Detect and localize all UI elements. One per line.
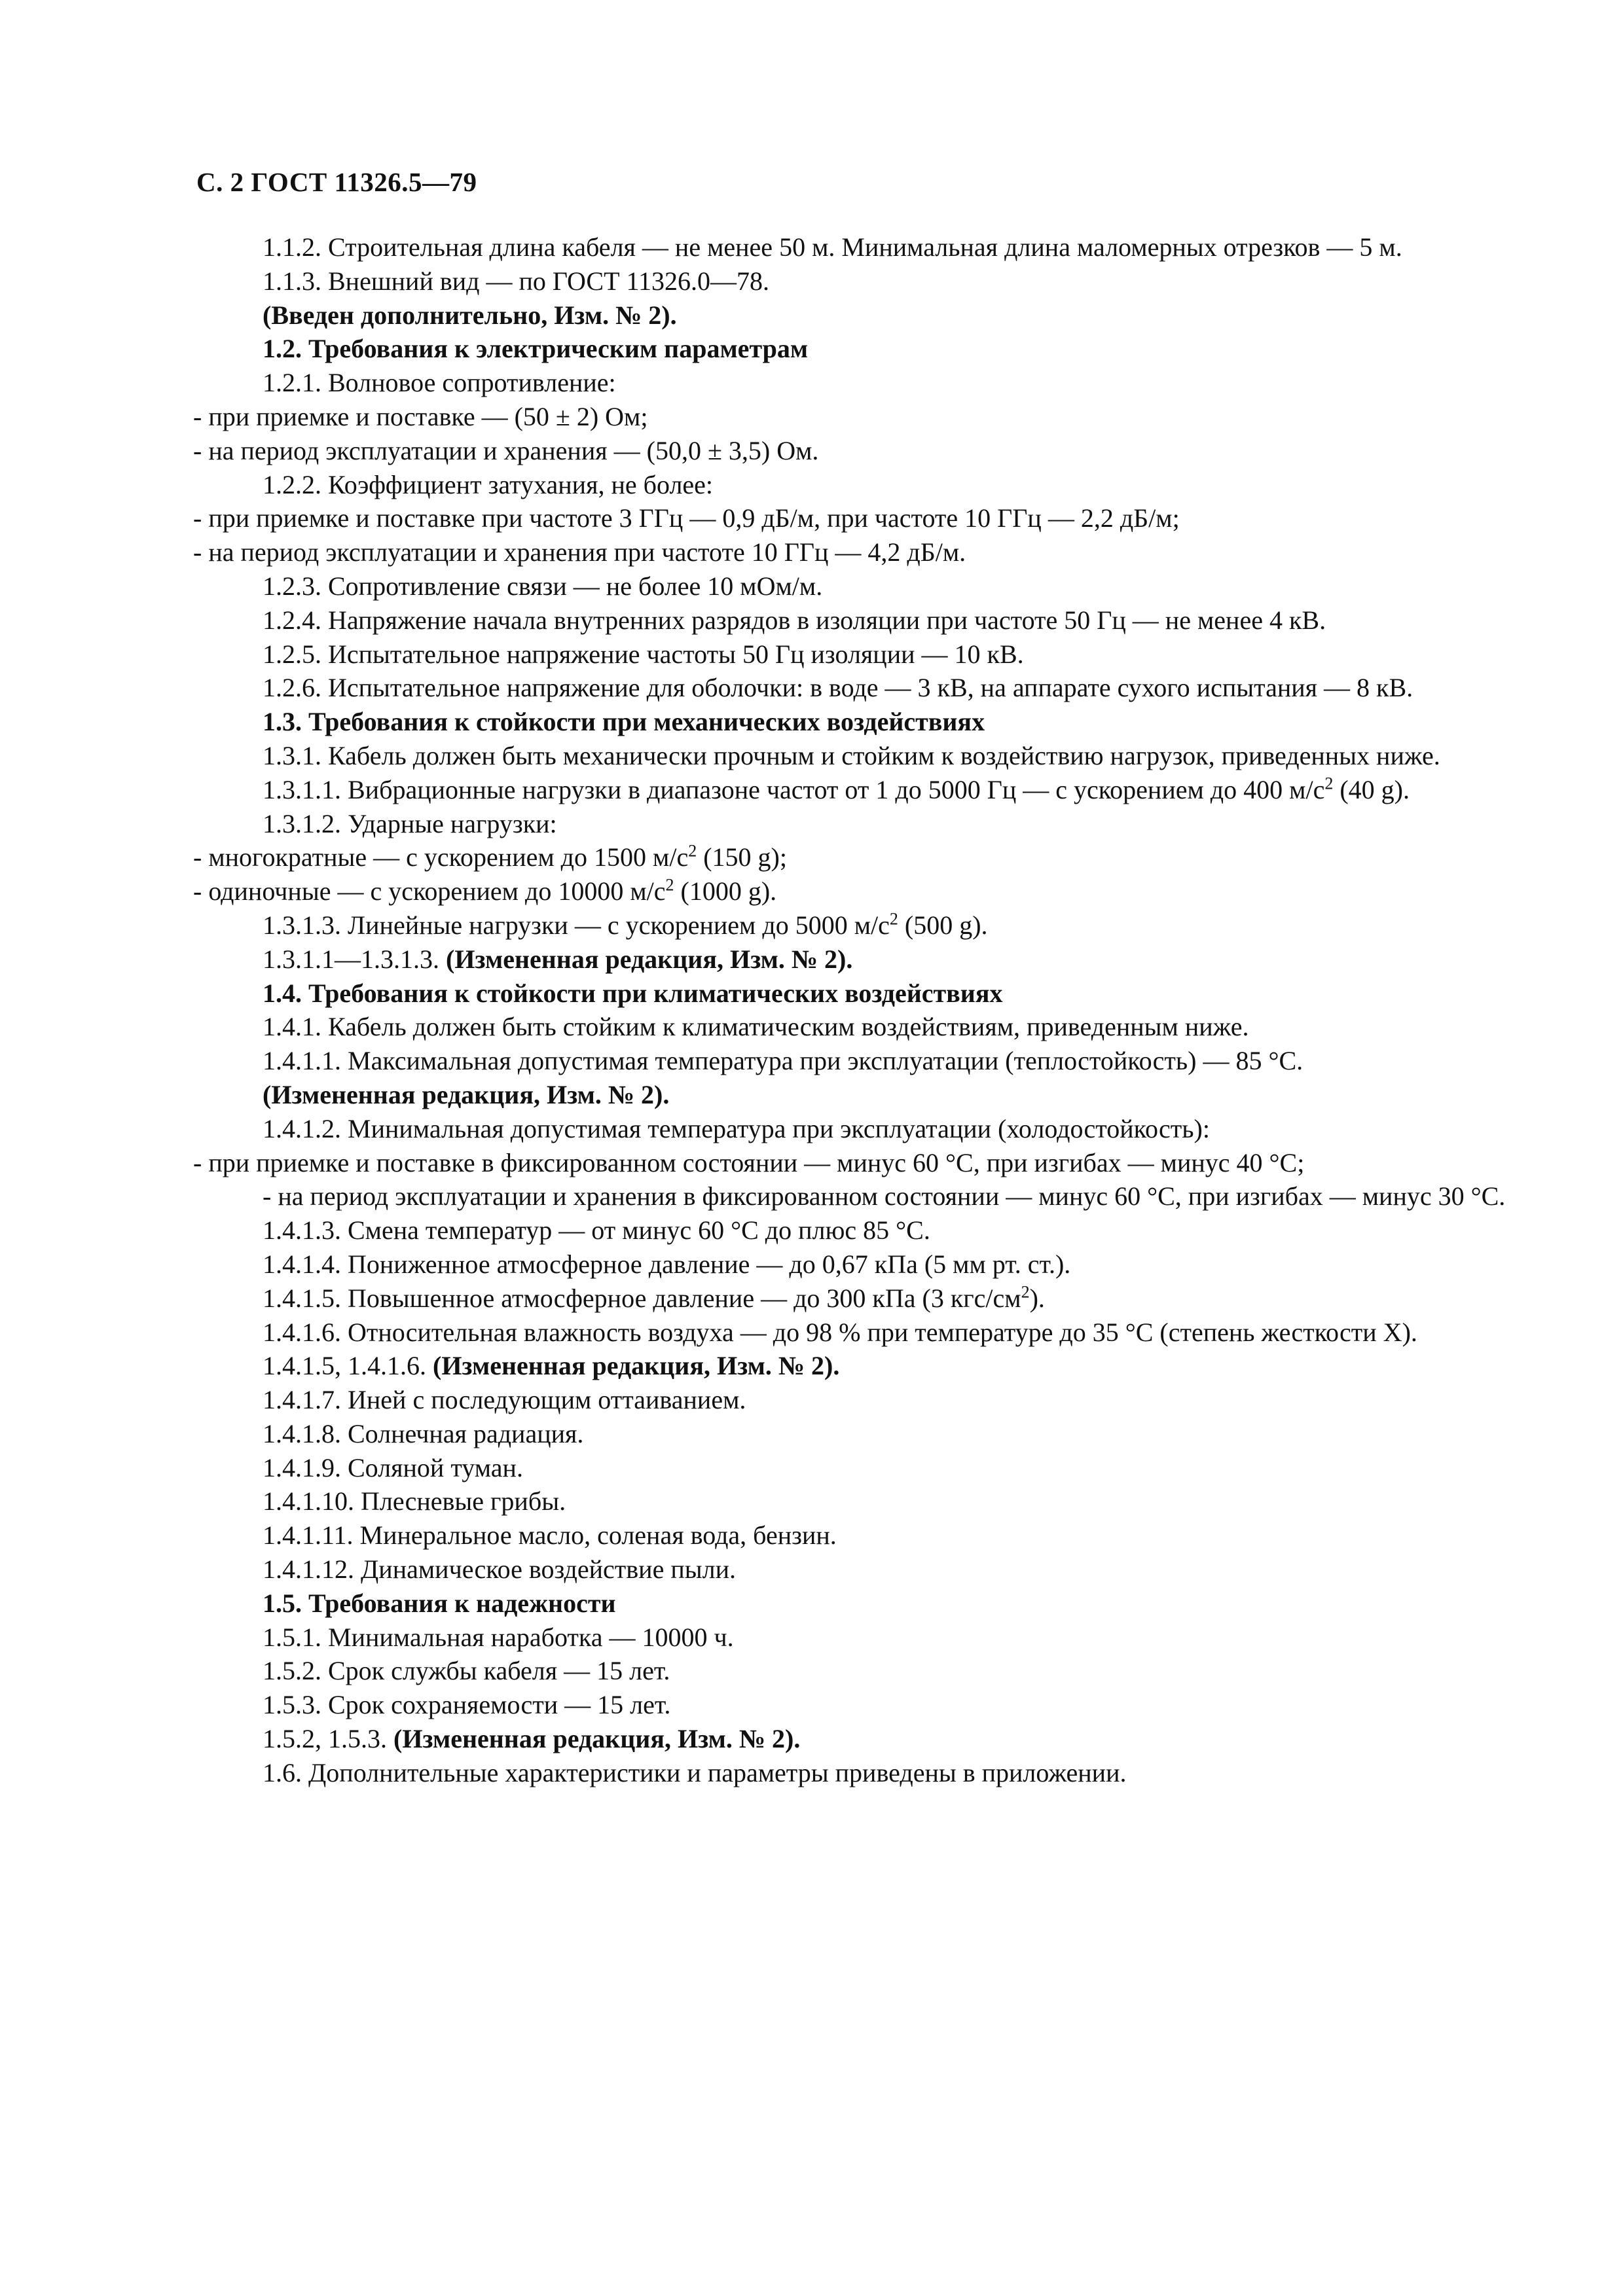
text-run: 1.5.2, 1.5.3. xyxy=(263,1724,393,1754)
list-item: - при приемке и поставке при частоте 3 ГГц — 0,9 дБ/м, при частоте 10 ГГц — 2,2 дБ/м; xyxy=(193,503,1180,533)
superscript: 2 xyxy=(1324,774,1334,793)
paragraph-1-2-4: 1.2.4. Напряжение начала внутренних разрядов в изоляции при частоте 50 Гц — не менее 4 кВ. xyxy=(263,605,1326,635)
text-run: (500 g). xyxy=(898,910,988,940)
paragraph-1-4-1-5-6-ref xyxy=(193,1349,1532,1383)
paragraph-1-5-3: 1.5.3. Срок сохраняемости — 15 лет. xyxy=(263,1690,671,1720)
superscript: 2 xyxy=(665,875,674,895)
superscript: 2 xyxy=(688,842,697,861)
text-run: 1.4.1.5, 1.4.1.6. xyxy=(263,1351,433,1381)
amendment-note: (Измененная редакция, Изм. № 2). xyxy=(446,944,853,974)
paragraph-1-2-1: 1.2.1. Волновое сопротивление: xyxy=(263,368,616,398)
paragraph-1-4-1-7: 1.4.1.7. Иней с последующим оттаиванием. xyxy=(263,1385,746,1415)
list-item: - при приемке и поставке в фиксированном состоянии — минус 60 °С, при изгибах — минус 40 °С; xyxy=(193,1147,1305,1177)
section-heading-1-5: 1.5. Требования к надежности xyxy=(263,1588,616,1618)
paragraph-1-5-2: 1.5.2. Срок службы кабеля — 15 лет. xyxy=(263,1656,670,1686)
paragraph-1-3-1: 1.3.1. Кабель должен быть механически прочным и стойким к воздействию нагрузок, приведенных ниже. xyxy=(263,740,1440,770)
section-heading-1-3: 1.3. Требования к стойкости при механических воздействиях xyxy=(263,707,985,737)
paragraph-1-4-1-10: 1.4.1.10. Плесневые грибы. xyxy=(263,1486,566,1516)
amendment-note: (Измененная редакция, Изм. № 2). xyxy=(393,1724,801,1754)
amendment-note: (Измененная редакция, Изм. № 2). xyxy=(263,1079,670,1109)
paragraph-1-5-1: 1.5.1. Минимальная наработка — 10000 ч. xyxy=(263,1622,734,1652)
text-run: (1000 g). xyxy=(674,876,777,906)
text-run: (150 g); xyxy=(697,842,787,872)
paragraph-1-4-1-9: 1.4.1.9. Соляной туман. xyxy=(263,1452,523,1482)
paragraph-1-3-1-2: 1.3.1.2. Ударные нагрузки: xyxy=(263,808,557,838)
paragraph-1-4-1-11: 1.4.1.11. Минеральное масло, соленая вода, бензин. xyxy=(263,1520,837,1551)
paragraph-1-4-1-3: 1.4.1.3. Смена температур — от минус 60 °С до плюс 85 °С. xyxy=(263,1215,930,1246)
text-run: 1.4.1.5. Повышенное атмосферное давление — до 300 кПа (3 кгс/см xyxy=(263,1283,1021,1313)
paragraph-1-2-6: 1.2.6. Испытательное напряжение для оболочки: в воде — 3 кВ, на аппарате сухого испытания — 8 кВ. xyxy=(263,673,1413,703)
list-item: - на период эксплуатации и хранения при частоте 10 ГГц — 4,2 дБ/м. xyxy=(193,537,966,567)
paragraph-1-3-1-3 xyxy=(193,908,1532,942)
text-run: 1.3.1.1. Вибрационные нагрузки в диапазоне частот от 1 до 5000 Гц — с ускорением до 400 м/с xyxy=(263,774,1325,804)
list-item: - на период эксплуатации и хранения — (50,0 ± 3,5) Ом. xyxy=(193,435,819,465)
text-run: - многократные — с ускорением до 1500 м/с xyxy=(193,842,689,872)
list-item: - на период эксплуатации и хранения в фиксированном состоянии — минус 60 °С, при изгибах — минус 30 °С. xyxy=(263,1181,1506,1211)
text-run: ). xyxy=(1029,1283,1045,1313)
paragraph-1-4-1-1: 1.4.1.1. Максимальная допустимая температура при эксплуатации (теплостойкость) — 85 °С. xyxy=(263,1046,1304,1076)
document-body xyxy=(193,230,1532,1790)
paragraph-1-6: 1.6. Дополнительные характеристики и параметры приведены в приложении. xyxy=(263,1757,1127,1787)
paragraph-1-1-3: 1.1.3. Внешний вид — по ГОСТ 11326.0—78. xyxy=(263,266,770,296)
paragraph-1-4-1-8: 1.4.1.8. Солнечная радиация. xyxy=(263,1418,584,1448)
paragraph-1-2-3: 1.2.3. Сопротивление связи — не более 10 мОм/м. xyxy=(263,571,823,601)
paragraph-1-4-1: 1.4.1. Кабель должен быть стойким к климатическим воздействиям, приведенным ниже. xyxy=(263,1012,1249,1042)
paragraph-1-2-2: 1.2.2. Коэффициент затухания, не более: xyxy=(263,469,714,499)
paragraph-1-4-1-5 xyxy=(193,1282,1532,1316)
paragraph-1-3-1-range xyxy=(193,942,1532,977)
amendment-note: (Измененная редакция, Изм. № 2). xyxy=(433,1351,840,1381)
page-header: С. 2 ГОСТ 11326.5—79 xyxy=(196,167,477,197)
amendment-note: (Введен дополнительно, Изм. № 2). xyxy=(263,300,677,330)
superscript: 2 xyxy=(889,909,898,929)
paragraph-1-5-2-3-ref xyxy=(193,1722,1532,1756)
text-run: (40 g). xyxy=(1333,774,1410,804)
paragraph-1-3-1-1 xyxy=(193,773,1532,807)
paragraph-1-4-1-12: 1.4.1.12. Динамическое воздействие пыли. xyxy=(263,1554,736,1585)
paragraph-1-2-5: 1.2.5. Испытательное напряжение частоты 50 Гц изоляции — 10 кВ. xyxy=(263,639,1024,669)
paragraph-1-1-2: 1.1.2. Строительная длина кабеля — не менее 50 м. Минимальная длина маломерных отрезков — 5 м. xyxy=(263,232,1402,262)
text-run: 1.3.1.1—1.3.1.3. xyxy=(263,944,446,974)
list-item: - при приемке и поставке — (50 ± 2) Ом; xyxy=(193,401,648,431)
text-run: - одиночные — с ускорением до 10000 м/с xyxy=(193,876,666,906)
text-run: 1.3.1.3. Линейные нагрузки — с ускорением до 5000 м/с xyxy=(263,910,890,940)
list-item xyxy=(193,874,1532,908)
paragraph-1-4-1-4: 1.4.1.4. Пониженное атмосферное давление — до 0,67 кПа (5 мм рт. ст.). xyxy=(263,1249,1071,1279)
list-item xyxy=(193,840,1532,874)
section-heading-1-4: 1.4. Требования к стойкости при климатических воздействиях xyxy=(263,978,1003,1008)
paragraph-1-4-1-2: 1.4.1.2. Минимальная допустимая температура при эксплуатации (холодостойкость): xyxy=(263,1113,1210,1143)
section-heading-1-2: 1.2. Требования к электрическим параметрам xyxy=(263,334,809,364)
paragraph-1-4-1-6: 1.4.1.6. Относительная влажность воздуха — до 98 % при температуре до 35 °С (степень жесткости X). xyxy=(263,1317,1417,1347)
superscript: 2 xyxy=(1021,1282,1030,1302)
